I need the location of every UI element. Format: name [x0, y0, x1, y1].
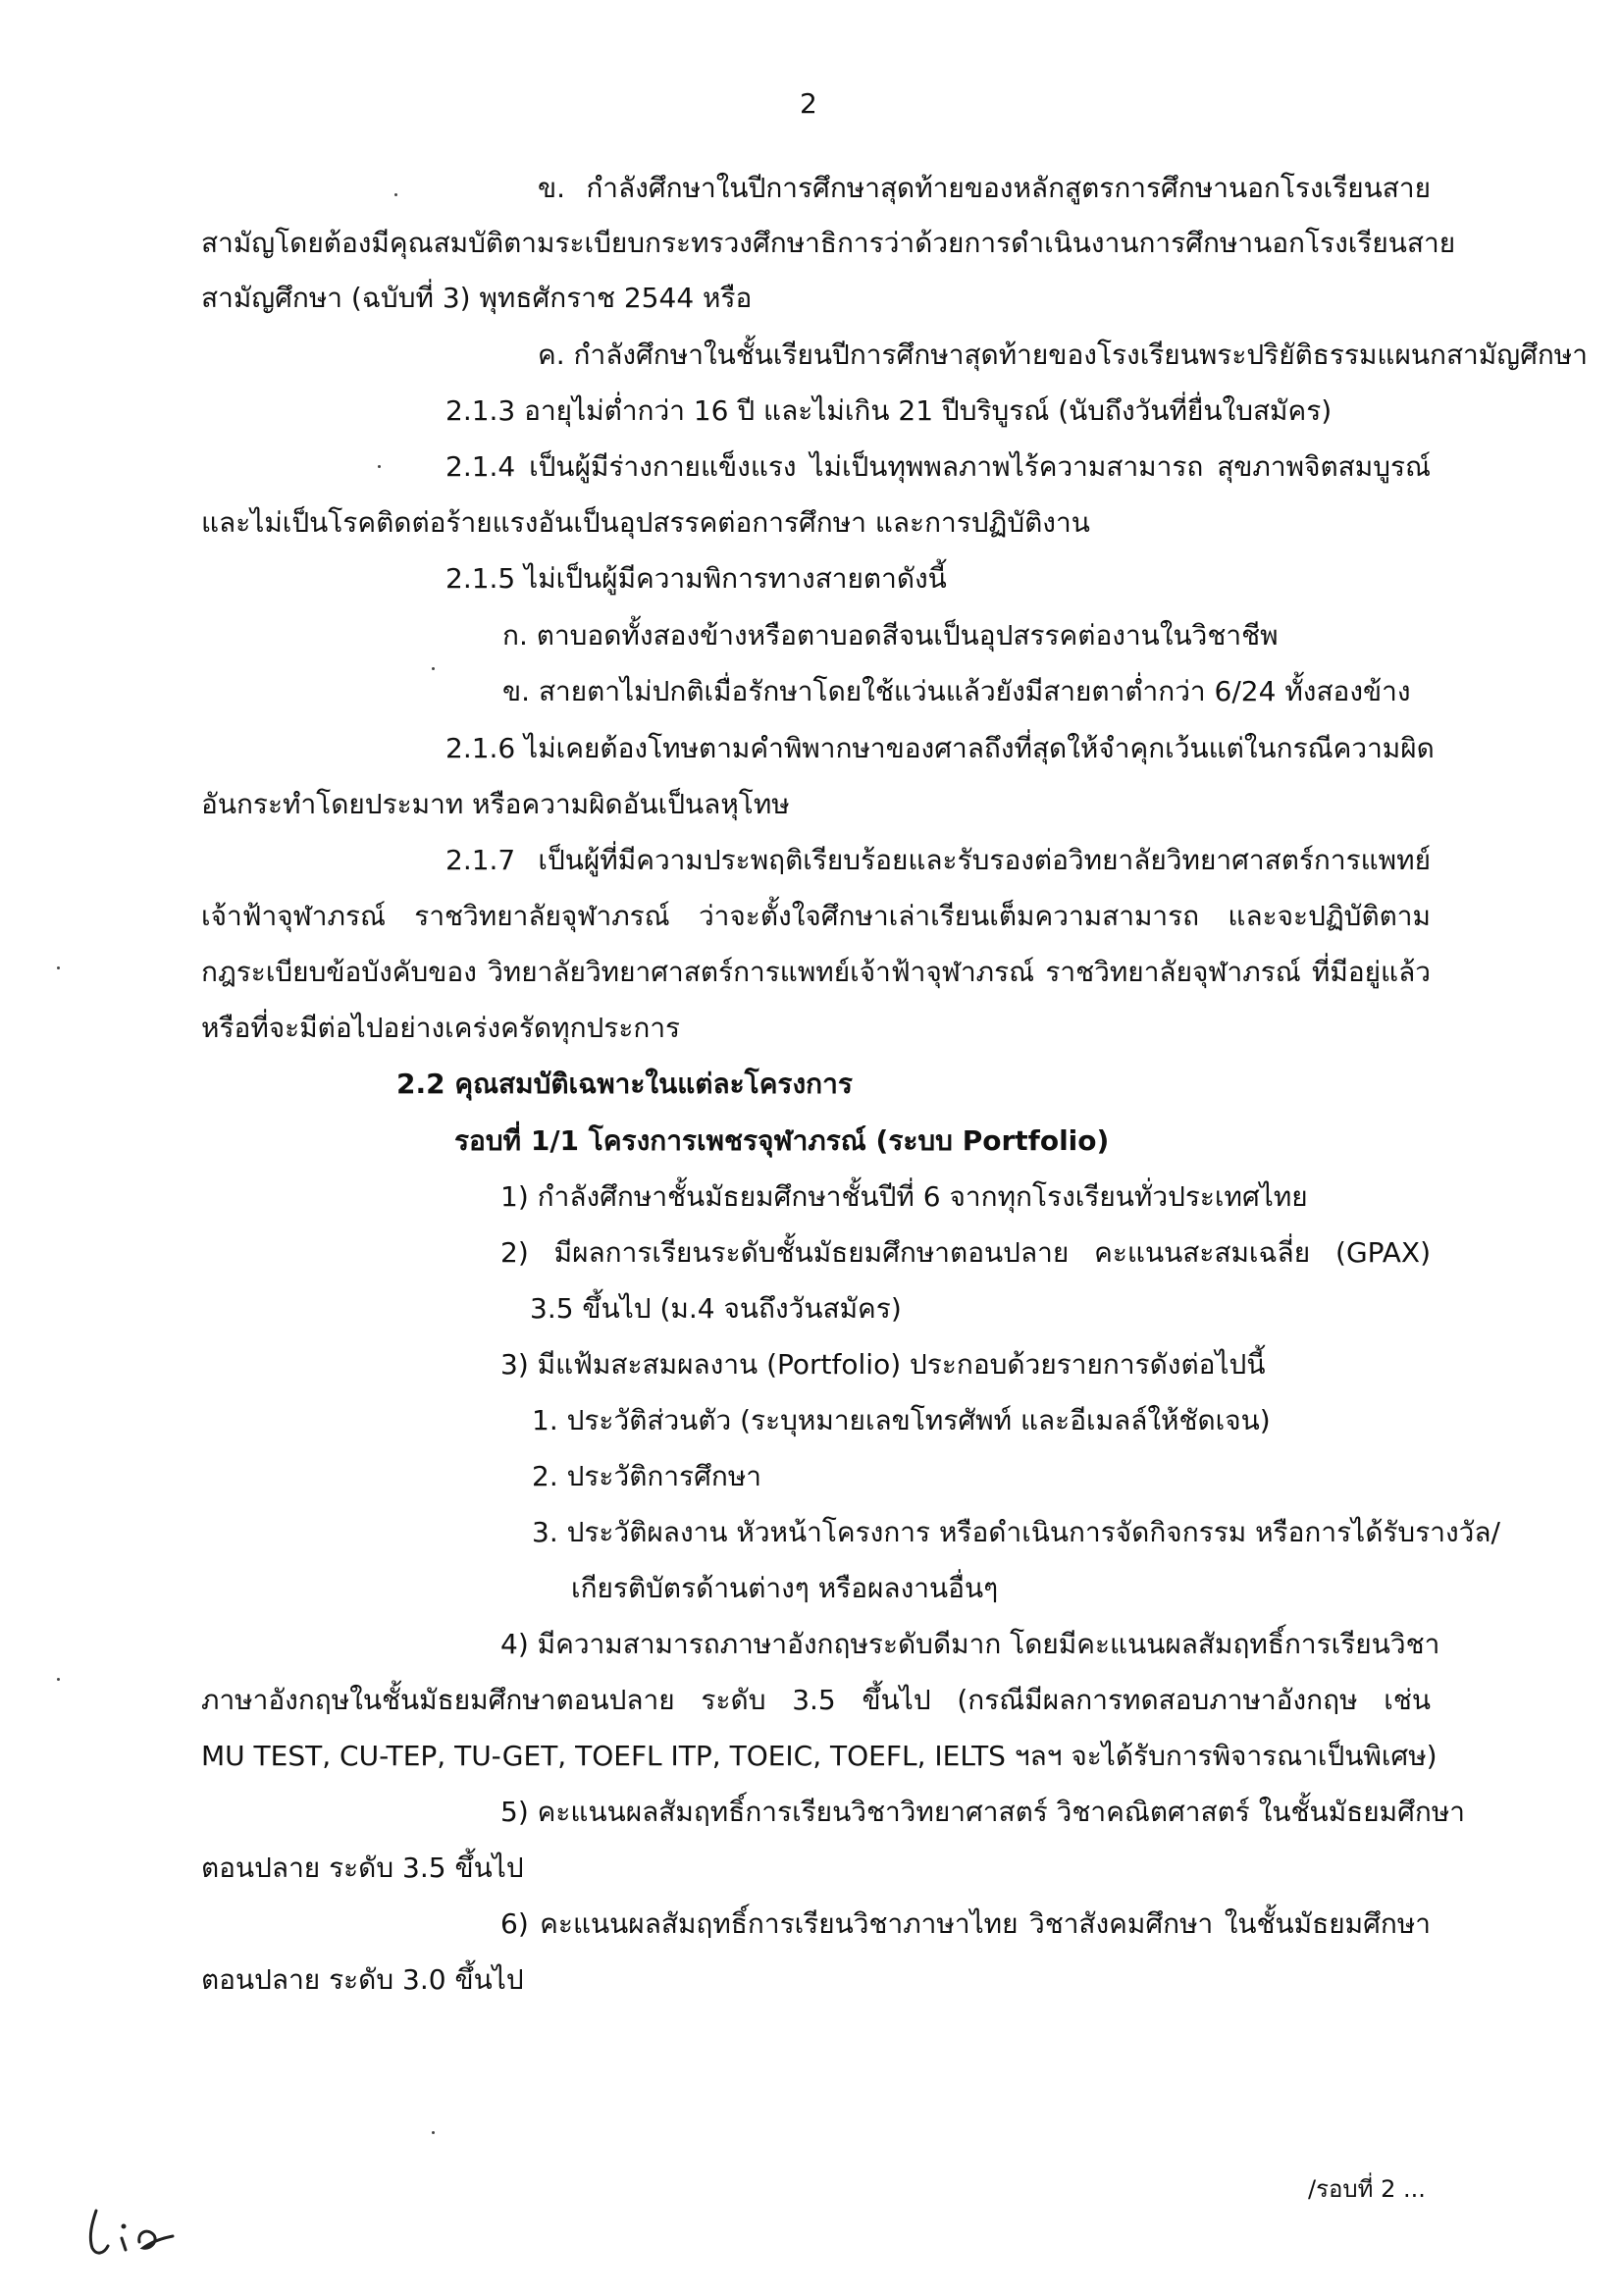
text-line: หรือที่จะมีต่อไปอย่างเคร่งครัดทุกประการ: [201, 1012, 681, 1044]
scan-speck: [57, 966, 60, 969]
text-line: 2.1.7 เป็นผู้ที่มีความประพฤติเรียบร้อยและรับรองต่อวิทยาลัยวิทยาศาสตร์การแพทย์: [445, 844, 1431, 876]
sub-list-item-continuation: เกียรติบัตรด้านต่างๆ หรือผลงานอื่นๆ: [571, 1572, 999, 1604]
text-line: 2.1.4 เป็นผู้มีร่างกายแข็งแรง ไม่เป็นทุพพลภาพไร้ความสามารถ สุขภาพจิตสมบูรณ์: [445, 450, 1431, 483]
text-line: 2.1.6 ไม่เคยต้องโทษตามคำพิพากษาของศาลถึงที่สุดให้จำคุกเว้นแต่ในกรณีความผิด: [445, 732, 1435, 764]
text-line: กฎระเบียบข้อบังคับของ วิทยาลัยวิทยาศาสตร์การแพทย์เจ้าฟ้าจุฬาภรณ์ ราชวิทยาลัยจุฬาภรณ์ ที่มีอยู่แล้ว: [201, 956, 1431, 988]
text-line: อันกระทำโดยประมาท หรือความผิดอันเป็นลหุโทษ: [201, 788, 790, 820]
text-line: และไม่เป็นโรคติดต่อร้ายแรงอันเป็นอุปสรรคต่อการศึกษา และการปฏิบัติงาน: [201, 506, 1090, 539]
list-item: 2) มีผลการเรียนระดับชั้นมัธยมศึกษาตอนปลาย คะแนนสะสมเฉลี่ย (GPAX): [500, 1236, 1431, 1269]
text-line: ข. กำลังศึกษาในปีการศึกษาสุดท้ายของหลักสูตรการศึกษานอกโรงเรียนสาย: [538, 172, 1431, 204]
scan-speck: [378, 465, 381, 468]
list-item: 6) คะแนนผลสัมฤทธิ์การเรียนวิชาภาษาไทย วิชาสังคมศึกษา ในชั้นมัธยมศึกษา: [500, 1907, 1431, 1940]
sub-list-item: 2. ประวัติการศึกษา: [532, 1460, 761, 1492]
list-item-continuation: 3.5 ขึ้นไป (ม.4 จนถึงวันสมัคร): [530, 1292, 902, 1325]
list-item: 1) กำลังศึกษาชั้นมัธยมศึกษาชั้นปีที่ 6 จากทุกโรงเรียนทั่วประเทศไทย: [500, 1180, 1308, 1213]
text-line: MU TEST, CU-TEP, TU-GET, TOEFL ITP, TOEIC, TOEFL, IELTS ฯลฯ จะได้รับการพิจารณาเป็นพิเศษ): [201, 1740, 1438, 1772]
text-line: 2.1.3 อายุไม่ต่ำกว่า 16 ปี และไม่เกิน 21 ปีบริบูรณ์ (นับถึงวันที่ยื่นใบสมัคร): [445, 394, 1333, 427]
text-line: ข. สายตาไม่ปกติเมื่อรักษาโดยใช้แว่นแล้วยังมีสายตาต่ำกว่า 6/24 ทั้งสองข้าง: [502, 675, 1411, 707]
text-line: ค. กำลังศึกษาในชั้นเรียนปีการศึกษาสุดท้ายของโรงเรียนพระปริยัติธรรมแผนกสามัญศึกษา: [538, 339, 1588, 371]
scan-speck: [394, 193, 397, 196]
text-line: เจ้าฟ้าจุฬาภรณ์ ราชวิทยาลัยจุฬาภรณ์ ว่าจะตั้งใจศึกษาเล่าเรียนเต็มความสามารถ และจะปฏิบัติตาม: [201, 900, 1431, 932]
scan-speck: [57, 1678, 60, 1681]
list-item: 5) คะแนนผลสัมฤทธิ์การเรียนวิชาวิทยาศาสตร์ วิชาคณิตศาสตร์ ในชั้นมัธยมศึกษา: [500, 1796, 1466, 1828]
text-line: 2.1.5 ไม่เป็นผู้มีความพิการทางสายตาดังนี้: [445, 562, 947, 595]
sub-list-item: 1. ประวัติส่วนตัว (ระบุหมายเลขโทรศัพท์ และอีเมลล์ให้ชัดเจน): [532, 1404, 1271, 1436]
text-line: ตอนปลาย ระดับ 3.5 ขึ้นไป: [201, 1852, 524, 1884]
text-line: สามัญศึกษา (ฉบับที่ 3) พุทธศักราช 2544 หรือ: [201, 282, 753, 314]
handwritten-initials-icon: [82, 2203, 190, 2262]
subsection-heading: รอบที่ 1/1 โครงการเพชรจุฬาภรณ์ (ระบบ Portfolio): [454, 1124, 1110, 1157]
list-item: 4) มีความสามารถภาษาอังกฤษระดับดีมาก โดยมีคะแนนผลสัมฤทธิ์การเรียนวิชา: [500, 1628, 1440, 1660]
text-line: ก. ตาบอดทั้งสองข้างหรือตาบอดสีจนเป็นอุปสรรคต่องานในวิชาชีพ: [502, 619, 1279, 652]
section-heading: 2.2 คุณสมบัติเฉพาะในแต่ละโครงการ: [396, 1068, 853, 1100]
continuation-footer: /รอบที่ 2 ...: [1308, 2175, 1426, 2203]
text-line: สามัญโดยต้องมีคุณสมบัติตามระเบียบกระทรวงศึกษาธิการว่าด้วยการดำเนินงานการศึกษานอกโรงเรียนสาย: [201, 227, 1456, 259]
scan-speck: [432, 2131, 435, 2134]
text-line: ภาษาอังกฤษในชั้นมัธยมศึกษาตอนปลาย ระดับ 3.5 ขึ้นไป (กรณีมีผลการทดสอบภาษาอังกฤษ เช่น: [201, 1684, 1431, 1716]
scan-speck: [432, 667, 435, 670]
text-line: ตอนปลาย ระดับ 3.0 ขึ้นไป: [201, 1963, 524, 1996]
sub-list-item: 3. ประวัติผลงาน หัวหน้าโครงการ หรือดำเนินการจัดกิจกรรม หรือการได้รับรางวัล/: [532, 1516, 1500, 1548]
page-number: 2: [800, 87, 817, 120]
list-item: 3) มีแฟ้มสะสมผลงาน (Portfolio) ประกอบด้วยรายการดังต่อไปนี้: [500, 1348, 1266, 1381]
